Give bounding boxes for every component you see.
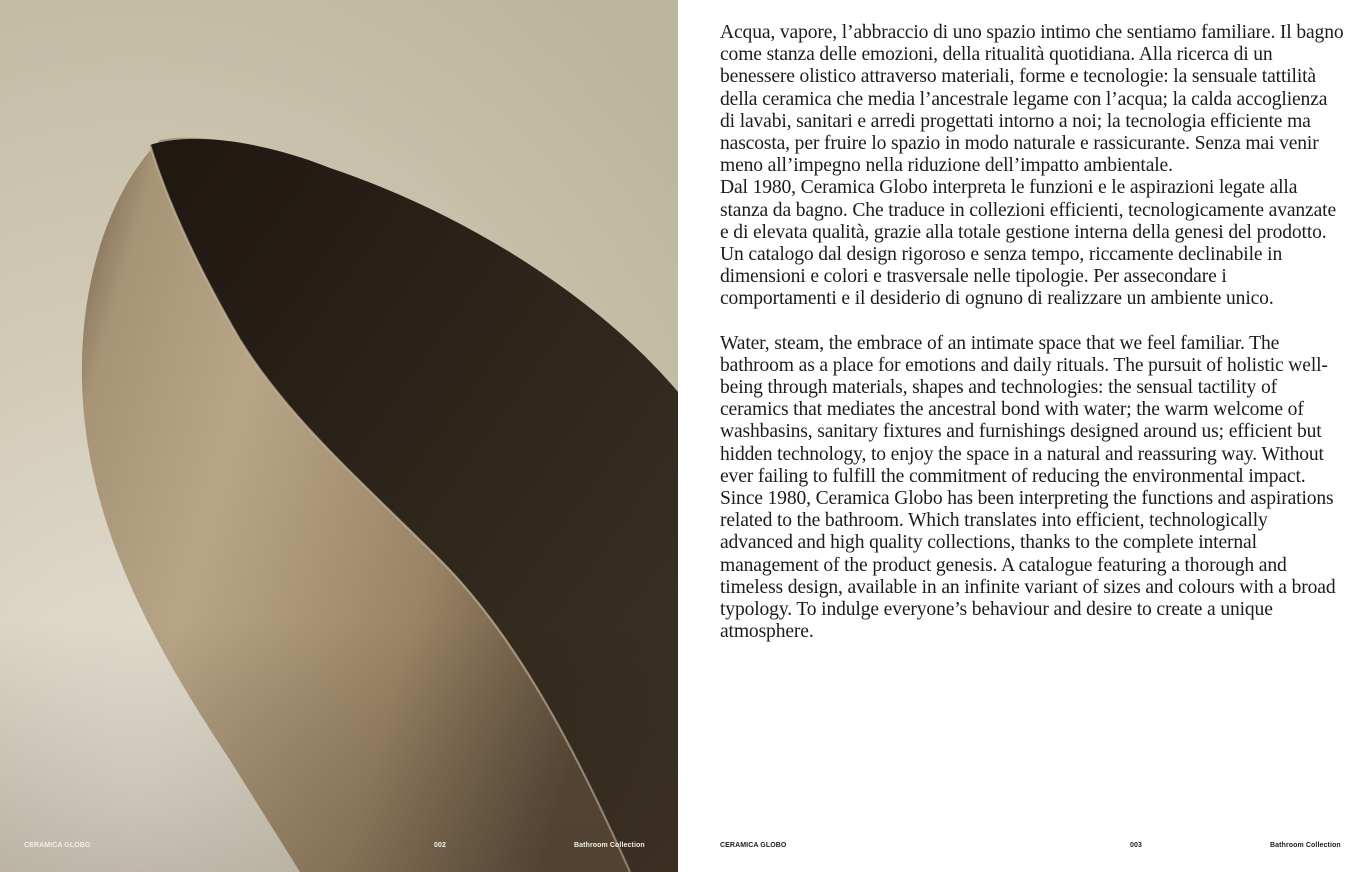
right-footer-collection: Bathroom Collection: [1270, 842, 1341, 849]
paragraph-spacer: [720, 311, 1344, 333]
left-footer-collection: Bathroom Collection: [574, 842, 645, 849]
right-footer-page-number: 003: [1130, 842, 1142, 849]
right-page: [678, 0, 1356, 872]
left-footer-brand: CERAMICA GLOBO: [24, 842, 91, 849]
right-footer-brand: CERAMICA GLOBO: [720, 842, 787, 849]
english-paragraph-2: Since 1980, Ceramica Globo has been interpreting the functions and aspirations related to the bathroom. Which translates into efficient, technologically advanced and high quality collections, thanks to the complete internal management of the product genesis. A catalogue featuring a thorough and timeless design, available in an infinite variant of sizes and colours with a broad typology. To indulge everyone’s behaviour and desire to create a unique atmosphere.: [720, 488, 1336, 643]
left-footer-page-number: 002: [434, 842, 446, 849]
english-paragraph-1: Water, steam, the embrace of an intimate space that we feel familiar. The bathroom as a place for emotions and daily rituals. The pursuit of holistic well-being through materials, shapes and technologies: the sensual tactility of ceramics that mediates the ancestral bond with water; the warm welcome of washbasins, sanitary fixtures and furnishings designed around us; efficient but hidden technology, to enjoy the space in a natural and reassuring way. Without ever failing to fulfill the commitment of reducing the environmental impact.: [720, 332, 1328, 487]
italian-paragraph-2: Dal 1980, Ceramica Globo interpreta le funzioni e le aspirazioni legate alla stanza da bagno. Che traduce in collezioni efficienti, tecnologicamente avanzate e di elevata qualità, grazie alla totale gestione interna della genesi del prodotto. Un catalogo dal design rigoroso e senza tempo, riccamente declinabile in dimensioni e colori e trasversale nelle tipologie. Per assecondare i comportamenti e il desiderio di ognuno di realizzare un ambiente unico.: [720, 177, 1336, 310]
italian-paragraph-1: Acqua, vapore, l’abbraccio di uno spazio intimo che sentiamo familiare. Il bagno come stanza delle emozioni, della ritualità quotidiana. Alla ricerca di un benessere olistico attraverso materiali, forme e tecnologie: la sensuale tattilità della ceramica che media l’ancestrale legame con l’acqua; la calda accoglienza di lavabi, sanitari e arredi progettati intorno a noi; la tecnologia efficiente ma nascosta, per fruire lo spazio in modo naturale e rassicurante. Senza mai venir meno all’impegno nella riduzione dell’impatto ambientale.: [720, 22, 1344, 177]
body-text: [720, 22, 1344, 643]
